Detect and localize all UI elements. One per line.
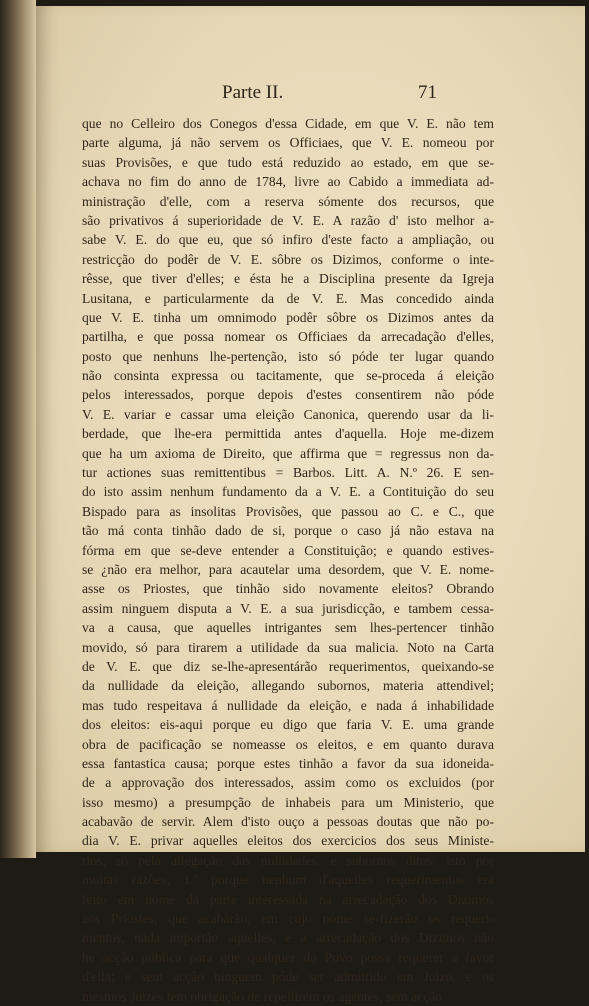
text-line: se ¿não era melhor, para acautelar uma desordem, que V. E. nome- xyxy=(82,561,494,577)
text-line: fórma em que se-deve entender a Constituição; e quando estives- xyxy=(82,542,494,558)
text-line: mesmos Juizes tem obrigação de repellirem os agentes, sem acção xyxy=(82,988,443,1004)
page-number: 71 xyxy=(418,82,437,103)
text-line: que ha um axioma de Direito, que affirma que = regressus non da- xyxy=(82,445,494,461)
text-line: restricção do podêr de V. E. sôbre os Dizimos, conforme o inte- xyxy=(82,251,494,267)
text-line: que V. E. tinha um omnimodo podêr sôbre os Dizimos antes da xyxy=(82,309,494,325)
text-line: Lusitana, e particularmente da de V. E. Mas concedido ainda xyxy=(82,290,494,306)
text-line: do isto assim nenhum fundamento da a V. E. a Contituição do seu xyxy=(82,484,494,500)
text-line: posto que nenhuns lhe-pertenção, isto só póde ter lugar quando xyxy=(82,348,494,364)
text-line: mentos, nada importão aquelles, e a arrecadação dos Dizimos não xyxy=(82,930,494,946)
text-line: essa fantastica causa; porque estes tinhão a favor da sua idoneida- xyxy=(82,755,494,771)
text-line: va a causa, que aquelles intrigantes sem lhes-pertencer tinhão xyxy=(82,620,494,636)
text-line: assim ninguem disputa a V. E. a sua jurisdicção, e tambem cessa- xyxy=(82,600,494,616)
text-line: acabavão de servir. Alem d'isto ouço a pessoas doutas que não po- xyxy=(82,814,494,830)
body-text xyxy=(82,114,494,1006)
text-line: muitas razões; 1.º porque nenhum d'aquelles requerimentos era xyxy=(82,872,494,888)
text-line: dos eleitos: eis-aqui porque eu digo que faria V. E. uma grande xyxy=(82,717,494,733)
text-line: partilha, e que possa nomear os Officiaes da arrecadação d'elles, xyxy=(82,329,494,345)
text-line: berdade, que lhe-era permittida antes d'aquella. Hoje me-dizem xyxy=(82,426,494,442)
text-line: ministração d'elle, com a reserva sómente dos recursos, que xyxy=(82,193,494,209)
text-line: que no Celleiro dos Conegos d'essa Cidade, em que V. E. não tem xyxy=(82,116,494,131)
text-line: aos Priostes, que acabárão, em cujo nome se-fizerão os requeri- xyxy=(82,911,494,927)
page-header xyxy=(36,82,585,108)
text-line: d'ella; e sem acção ninguem póde ser admittido em Juizo, e os xyxy=(82,969,494,985)
text-line: obra de pacificação se nomeasse os eleitos, e em quanto durava xyxy=(82,736,494,752)
text-line: sabe V. E. do que eu, que só infiro d'este facto a ampliação, ou xyxy=(82,232,494,248)
text-line: movido, só para tirarem a utilidade da sua malicia. Noto na Carta xyxy=(82,639,494,655)
text-line: rios, só pela allegação das nullidades, e subornos ditos: isto por xyxy=(82,852,494,868)
text-line: V. E. variar e cassar uma eleição Canonica, querendo usar da li- xyxy=(82,406,494,422)
text-line: rêsse, que tiver d'elles; e ésta he a Disciplina presente da Igreja xyxy=(82,271,494,287)
text-line: asse os Priostes, que tinhão sido novamente eleitos? Obrando xyxy=(82,581,494,597)
text-line: são privativos á superioridade de V. E. A razão d' isto melhor a- xyxy=(82,212,494,228)
text-line: da nullidade da eleição, allegando subornos, materia attendivel; xyxy=(82,678,494,694)
text-line: he acção pública para que qualquer do Povo possa requerer a favor xyxy=(82,949,494,965)
running-head: Parte II. xyxy=(222,82,284,103)
text-line: suas Provisões, e que tudo está reduzido ao estado, em que se- xyxy=(82,154,494,170)
text-line: achava no fim do anno de 1784, livre ao Cabido a immediata ad- xyxy=(82,174,494,190)
text-line: mas tudo respeitava á nullidade da eleição, e nada á inhabilidade xyxy=(82,697,494,713)
text-line: parte alguma, já não servem os Officiaes, que V. E. nomeou por xyxy=(82,135,494,151)
text-line: isso mesmo) a presumpção de inhabeis para um Ministerio, que xyxy=(82,794,494,810)
text-line: dia V. E. privar aquelles eleitos dos exercicios dos seus Ministe- xyxy=(82,833,494,849)
book-spine-shadow xyxy=(0,0,36,858)
text-line: de a approvação dos interessados, assim como os excluidos (por xyxy=(82,775,494,791)
text-line: pelos interessados, porque depois d'estes consentirem não póde xyxy=(82,387,494,403)
book-page xyxy=(36,6,585,1004)
text-line: feito em nome da parte interessada na arrecadação dos Dizimos xyxy=(82,891,494,907)
text-line: não consinta expressa ou tacitamente, que se-proceda á eleição xyxy=(82,368,494,384)
text-line: tur actiones suas remittentibus = Barbos. Litt. A. N.º 26. E sen- xyxy=(82,465,494,481)
text-line: de V. E. que diz se-lhe-apresentárão requerimentos, queixando-se xyxy=(82,658,494,674)
text-line: tão má conta tinhão dado de si, porque o caso já não estava na xyxy=(82,523,494,539)
text-line: Bispado para as insolitas Provisões, que passou ao C. e C., que xyxy=(82,503,494,519)
